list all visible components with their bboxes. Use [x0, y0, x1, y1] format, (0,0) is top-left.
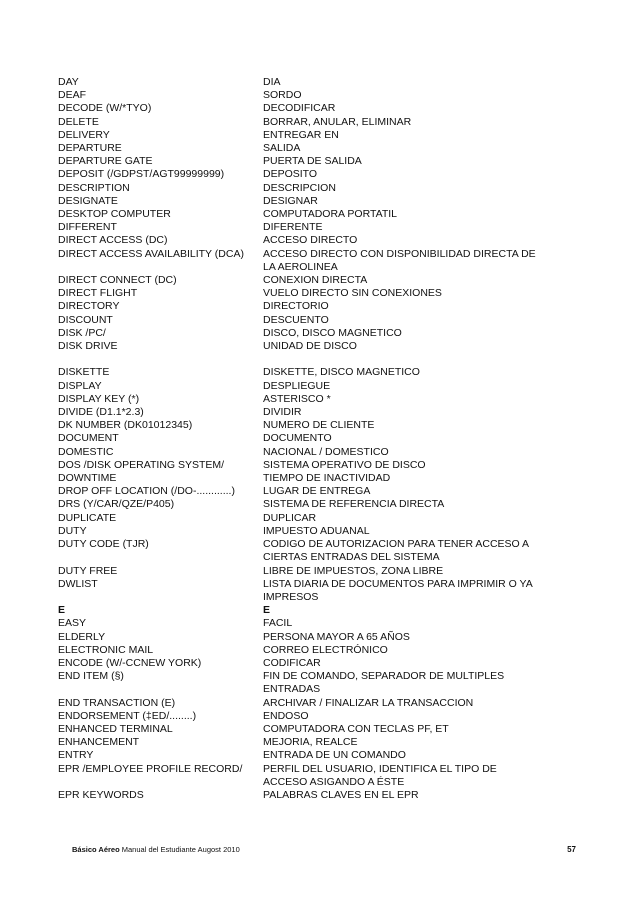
section-gap — [58, 353, 558, 366]
glossary-definition: E — [263, 604, 271, 617]
glossary-row — [58, 736, 558, 749]
glossary-definition: PERFIL DEL USUARIO, IDENTIFICA EL TIPO DE ACCESO ASIGANDO A ÉSTE — [263, 762, 497, 788]
glossary-definition: CODIGO DE AUTORIZACION PARA TENER ACCESO A CIERTAS ENTRADAS DEL SISTEMA — [263, 538, 530, 564]
glossary-row — [58, 498, 558, 511]
glossary-definition: DECODIFICAR — [263, 102, 336, 115]
glossary-definition: NUMERO DE CLIENTE — [263, 419, 375, 432]
glossary-definition: SALIDA — [263, 142, 301, 155]
glossary-definition: BORRAR, ANULAR, ELIMINAR — [263, 115, 412, 128]
glossary-term: EPR KEYWORDS — [58, 788, 144, 801]
glossary-definition: LIBRE DE IMPUESTOS, ZONA LIBRE — [263, 564, 444, 577]
glossary-term: DELETE — [58, 115, 99, 128]
glossary-row — [58, 221, 558, 234]
glossary-definition: FIN DE COMANDO, SEPARADOR DE MULTIPLES ENTRADAS — [263, 670, 505, 696]
glossary-row — [58, 446, 558, 459]
glossary-definition: DUPLICAR — [263, 511, 317, 524]
glossary-term: DEPOSIT (/GDPST/AGT99999999) — [58, 168, 225, 181]
glossary-row — [58, 208, 558, 221]
glossary-definition: ACCESO DIRECTO CON DISPONIBILIDAD DIRECTA DE LA AEROLINEA — [263, 247, 536, 273]
glossary-definition: NACIONAL / DOMESTICO — [263, 445, 389, 458]
glossary-definition: VUELO DIRECTO SIN CONEXIONES — [263, 287, 442, 300]
glossary-term: DEPARTURE GATE — [58, 155, 153, 168]
glossary-term: DOMESTIC — [58, 445, 114, 458]
glossary-term: ENHANCED TERMINAL — [58, 722, 173, 735]
glossary-row — [58, 248, 558, 274]
glossary-term: DISKETTE — [58, 366, 110, 379]
glossary-definition: CODIFICAR — [263, 656, 321, 669]
glossary-row — [58, 195, 558, 208]
glossary-term: DISPLAY — [58, 379, 102, 392]
glossary-row — [58, 327, 558, 340]
glossary-table — [58, 76, 558, 802]
glossary-definition: SISTEMA OPERATIVO DE DISCO — [263, 458, 426, 471]
glossary-definition: SISTEMA DE REFERENCIA DIRECTA — [263, 498, 445, 511]
glossary-term: EPR /EMPLOYEE PROFILE RECORD/ — [58, 762, 243, 775]
glossary-definition: DIFERENTE — [263, 221, 323, 234]
glossary-term: DELIVERY — [58, 128, 110, 141]
glossary-term: DEAF — [58, 89, 87, 102]
glossary-definition: PUERTA DE SALIDA — [263, 155, 362, 168]
glossary-definition: DOCUMENTO — [263, 432, 332, 445]
glossary-row — [58, 472, 558, 485]
page-number: 57 — [567, 845, 576, 854]
glossary-definition: MEJORIA, REALCE — [263, 736, 358, 749]
glossary-term: DAY — [58, 76, 79, 88]
footer-brand: Básico Aéreo — [72, 845, 120, 854]
glossary-definition: DESPLIEGUE — [263, 379, 331, 392]
glossary-definition: DEPOSITO — [263, 168, 318, 181]
glossary-term: DISPLAY KEY (*) — [58, 392, 140, 405]
glossary-row — [58, 789, 558, 802]
glossary-row — [58, 565, 558, 578]
section-letter-row — [58, 604, 558, 617]
glossary-term: DUTY FREE — [58, 564, 118, 577]
glossary-term: END ITEM (§) — [58, 670, 124, 683]
glossary-row — [58, 168, 558, 181]
glossary-definition: ENTREGAR EN — [263, 128, 339, 141]
glossary-row — [58, 631, 558, 644]
glossary-row — [58, 657, 558, 670]
glossary-row — [58, 538, 558, 564]
glossary-row — [58, 749, 558, 762]
glossary-definition: LISTA DIARIA DE DOCUMENTOS PARA IMPRIMIR O YA IMPRESOS — [263, 577, 533, 603]
glossary-row — [58, 142, 558, 155]
glossary-definition: LUGAR DE ENTREGA — [263, 485, 371, 498]
glossary-term: DRS (Y/CAR/QZE/P405) — [58, 498, 175, 511]
glossary-row — [58, 697, 558, 710]
glossary-row — [58, 129, 558, 142]
glossary-row — [58, 76, 558, 89]
glossary-row — [58, 512, 558, 525]
glossary-term: END TRANSACTION (E) — [58, 696, 176, 709]
glossary-definition: FACIL — [263, 617, 293, 630]
glossary-row — [58, 340, 558, 353]
glossary-definition: ACCESO DIRECTO — [263, 234, 358, 247]
glossary-definition: UNIDAD DE DISCO — [263, 340, 357, 353]
glossary-term: DIRECT FLIGHT — [58, 287, 138, 300]
glossary-row — [58, 380, 558, 393]
glossary-term: DIRECTORY — [58, 300, 120, 313]
glossary-term: EASY — [58, 617, 87, 630]
glossary-term: DOCUMENT — [58, 432, 119, 445]
glossary-row — [58, 710, 558, 723]
glossary-term: DIRECT ACCESS AVAILABILITY (DCA) — [58, 247, 244, 260]
glossary-row — [58, 419, 558, 432]
glossary-definition: ASTERISCO * — [263, 392, 331, 405]
glossary-term: DECODE (W/*TYO) — [58, 102, 152, 115]
glossary-row — [58, 314, 558, 327]
glossary-term: DESKTOP COMPUTER — [58, 208, 171, 221]
glossary-definition: DIRECTORIO — [263, 300, 329, 313]
glossary-term: DESCRIPTION — [58, 181, 130, 194]
glossary-term: ENHANCEMENT — [58, 736, 140, 749]
glossary-definition: DESCRIPCION — [263, 181, 336, 194]
glossary-term: ENDORSEMENT (‡ED/........) — [58, 709, 197, 722]
glossary-row — [58, 578, 558, 604]
glossary-row — [58, 89, 558, 102]
glossary-definition: PALABRAS CLAVES EN EL EPR — [263, 788, 419, 801]
glossary-definition: DISKETTE, DISCO MAGNETICO — [263, 366, 420, 379]
glossary-term: DIRECT CONNECT (DC) — [58, 274, 177, 287]
glossary-term: DISCOUNT — [58, 313, 113, 326]
glossary-definition: ENTRADA DE UN COMANDO — [263, 749, 406, 762]
glossary-definition: TIEMPO DE INACTIVIDAD — [263, 472, 391, 485]
glossary-row — [58, 234, 558, 247]
glossary-row — [58, 670, 558, 696]
glossary-term: DEPARTURE — [58, 142, 122, 155]
glossary-term: DUTY CODE (TJR) — [58, 538, 149, 551]
glossary-definition: DIA — [263, 76, 281, 88]
glossary-term: ELDERLY — [58, 630, 106, 643]
glossary-term: ELECTRONIC MAIL — [58, 643, 154, 656]
page-footer — [72, 845, 576, 854]
glossary-definition: ENDOSO — [263, 709, 309, 722]
glossary-definition: COMPUTADORA CON TECLAS PF, ET — [263, 722, 449, 735]
glossary-row — [58, 406, 558, 419]
glossary-term: DUTY — [58, 524, 87, 537]
glossary-row — [58, 300, 558, 313]
glossary-row — [58, 102, 558, 115]
glossary-definition: PERSONA MAYOR A 65 AÑOS — [263, 630, 410, 643]
glossary-term: DK NUMBER (DK01012345) — [58, 419, 193, 432]
glossary-definition: DESCUENTO — [263, 313, 329, 326]
glossary-definition: DISCO, DISCO MAGNETICO — [263, 326, 402, 339]
glossary-row — [58, 182, 558, 195]
glossary-row — [58, 155, 558, 168]
glossary-term: DOS /DISK OPERATING SYSTEM/ — [58, 458, 225, 471]
glossary-definition: DIVIDIR — [263, 406, 302, 419]
glossary-row — [58, 763, 558, 789]
glossary-row — [58, 485, 558, 498]
glossary-term: E — [58, 604, 66, 617]
glossary-term: DOWNTIME — [58, 472, 117, 485]
glossary-row — [58, 723, 558, 736]
glossary-row — [58, 274, 558, 287]
glossary-term: DESIGNATE — [58, 194, 118, 207]
glossary-definition: CONEXION DIRECTA — [263, 274, 368, 287]
glossary-row — [58, 393, 558, 406]
glossary-term: DIFFERENT — [58, 221, 117, 234]
glossary-definition: SORDO — [263, 89, 302, 102]
glossary-definition: CORREO ELECTRÓNICO — [263, 643, 388, 656]
glossary-term: DIVIDE (D1.1*2.3) — [58, 406, 144, 419]
footer-text — [72, 845, 240, 854]
glossary-row — [58, 644, 558, 657]
glossary-term: DISK DRIVE — [58, 340, 118, 353]
glossary-term: DIRECT ACCESS (DC) — [58, 234, 168, 247]
glossary-definition: DESIGNAR — [263, 194, 318, 207]
glossary-row — [58, 432, 558, 445]
glossary-term: DUPLICATE — [58, 511, 117, 524]
footer-subtitle: Manual del Estudiante Augost 2010 — [119, 845, 240, 854]
glossary-row — [58, 617, 558, 630]
glossary-definition: ARCHIVAR / FINALIZAR LA TRANSACCION — [263, 696, 474, 709]
glossary-term: DWLIST — [58, 577, 98, 590]
glossary-row — [58, 116, 558, 129]
glossary-definition: IMPUESTO ADUANAL — [263, 524, 370, 537]
glossary-term: ENTRY — [58, 749, 94, 762]
glossary-row — [58, 525, 558, 538]
glossary-row — [58, 366, 558, 379]
glossary-row — [58, 287, 558, 300]
glossary-term: ENCODE (W/-CCNEW YORK) — [58, 656, 202, 669]
glossary-definition: COMPUTADORA PORTATIL — [263, 208, 397, 221]
glossary-term: DROP OFF LOCATION (/DO-............) — [58, 485, 235, 498]
glossary-row — [58, 459, 558, 472]
glossary-term: DISK /PC/ — [58, 326, 106, 339]
